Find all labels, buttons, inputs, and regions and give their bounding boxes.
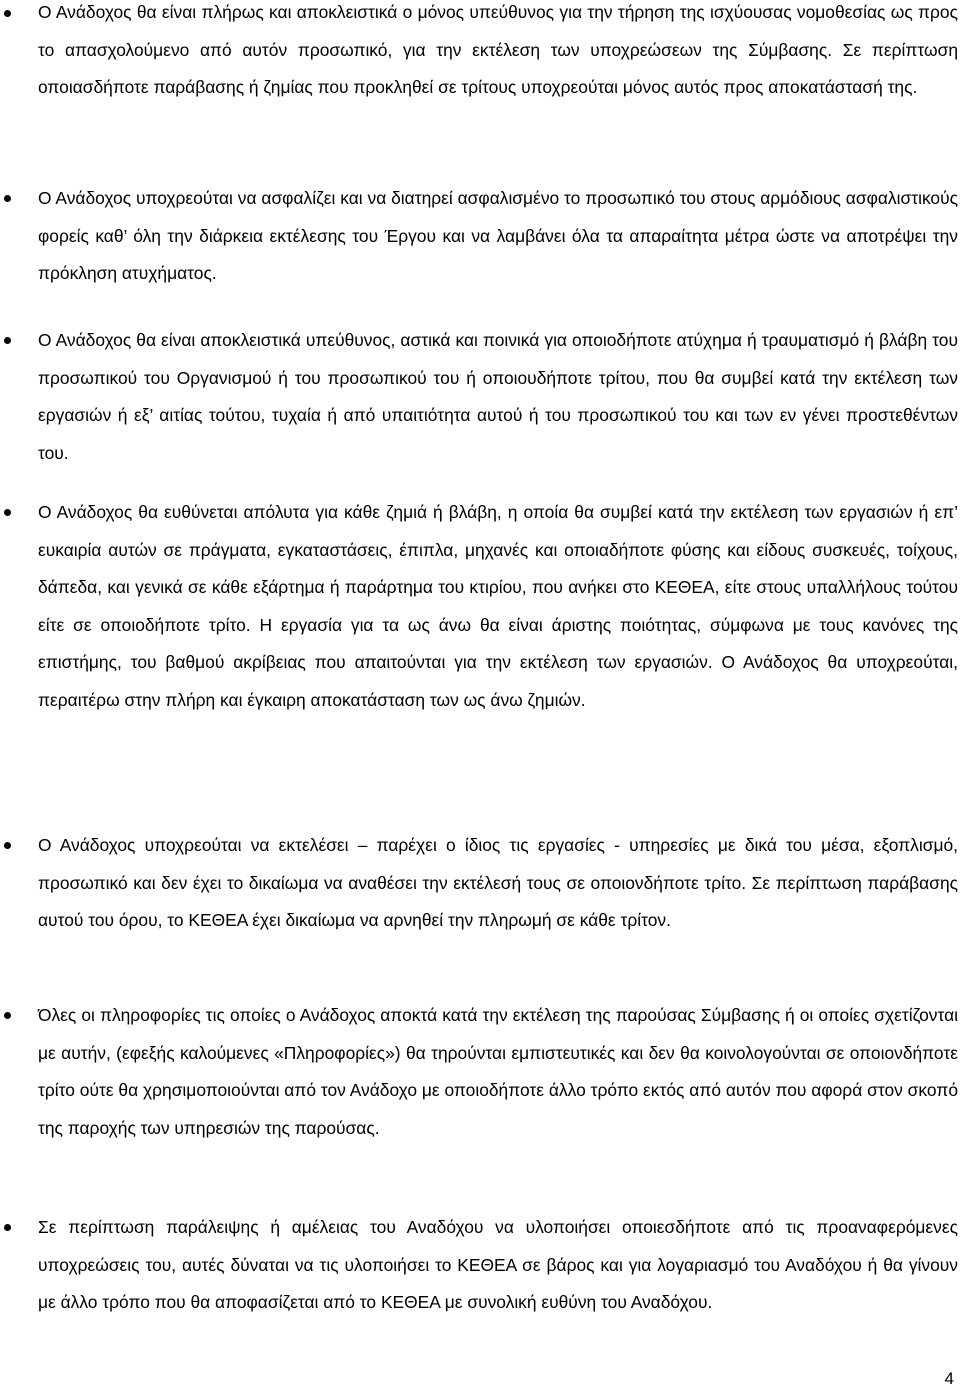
paragraph-text: Ο Ανάδοχος θα είναι πλήρως και αποκλειστικά ο μόνος υπεύθυνος για την τήρηση της ισχύουσας νομοθεσίας ως προς το απασχολούμενο από αυτόν προσωπικό, για την εκτέλεση των υποχρεώσεων της Σύμβασης. Σε περίπτωση οποιασδήποτε παράβασης ή ζημίας που προκληθεί σε τρίτους υποχρεούται μόνος αυτός προς αποκατάστασή της. xyxy=(38,2,958,98)
bullet-icon xyxy=(4,509,11,516)
paragraph-text: Ο Ανάδοχος υποχρεούται να ασφαλίζει και να διατηρεί ασφαλισμένο το προσωπικό του στους αρμόδιους ασφαλιστικούς φορείς καθ’ όλη την διάρκεια εκτέλεσης του Έργου και να λαμβάνει όλα τα απαραίτητα μέτρα ώστε να αποτρέψει την πρόκληση ατυχήματος. xyxy=(38,188,958,284)
bullet-icon xyxy=(4,842,11,849)
paragraph-text: Ο Ανάδοχος υποχρεούται να εκτελέσει – παρέχει ο ίδιος τις εργασίες - υπηρεσίες με δικά του μέσα, εξοπλισμό, προσωπικό και δεν έχει το δικαίωμα να αναθέσει την εκτέλεσή τους σε οποιονδήποτε τρίτο. Σε περίπτωση παράβασης αυτού του όρου, το ΚΕΘΕΑ έχει δικαίωμα να αρνηθεί την πληρωμή σε κάθε τρίτον. xyxy=(38,835,958,931)
page-number: 4 xyxy=(944,1369,954,1388)
paragraph-text: Σε περίπτωση παράλειψης ή αμέλειας του Αναδόχου να υλοποιήσει οποιεσδήποτε από τις προαναφερόμενες υποχρεώσεις του, αυτές δύναται να τις υλοποιήσει το ΚΕΘΕΑ σε βάρος και για λογαριασμό του Αναδόχου ή θα γίνουν με άλλο τρόπο που θα αποφασίζεται από το ΚΕΘΕΑ με συνολική ευθύνη του Αναδόχου. xyxy=(38,1217,958,1313)
bullet-icon xyxy=(4,195,11,202)
paragraph-text: Ο Ανάδοχος θα ευθύνεται απόλυτα για κάθε ζημιά ή βλάβη, η οποία θα συμβεί κατά την εκτέλεση των εργασιών ή επ’ ευκαιρία αυτών σε πράγματα, εγκαταστάσεις, έπιπλα, μηχανές και οποιαδήποτε φύσης και είδους συσκευές, τοίχους, δάπεδα, και γενικά σε κάθε εξάρτημα ή παράρτημα του κτιρίου, που ανήκει στο ΚΕΘΕΑ, είτε στους υπαλλήλους τούτου είτε σε οποιοδήποτε τρίτο. Η εργασία για τα ως άνω θα είναι άριστης ποιότητας, σύμφωνα με τους κανόνες της επιστήμης, του βαθμού ακρίβειας που απαιτούνται για την εκτέλεση των εργασιών. Ο Ανάδοχος θα υποχρεούται, περαιτέρω στην πλήρη και έγκαιρη αποκατάσταση των ως άνω ζημιών. xyxy=(38,502,958,710)
bullet-icon xyxy=(4,337,11,344)
bullet-icon xyxy=(4,10,11,17)
paragraph-text: Όλες οι πληροφορίες τις οποίες ο Ανάδοχος αποκτά κατά την εκτέλεση της παρούσας Σύμβασης ή οι οποίες σχετίζονται με αυτήν, (εφεξής καλούμενες «Πληροφορίες») θα τηρούνται εμπιστευτικές και δεν θα κοινολογούνται σε οποιονδήποτε τρίτο ούτε θα χρησιμοποιούνται από τον Ανάδοχο με οποιοδήποτε άλλο τρόπο εκτός από αυτόν που αφορά στον σκοπό της παροχής των υπηρεσιών της παρούσας. xyxy=(38,1005,958,1138)
paragraph-text: Ο Ανάδοχος θα είναι αποκλειστικά υπεύθυνος, αστικά και ποινικά για οποιοδήποτε ατύχημα ή τραυματισμό ή βλάβη του προσωπικού του Οργανισμού ή του προσωπικού του ή οποιουδήποτε τρίτου, που θα συμβεί κατά την εκτέλεση των εργασιών ή εξ’ αιτίας τούτου, τυχαία ή από υπαιτιότητα αυτού ή του προσωπικού του και των εν γένει προστεθέντων του. xyxy=(38,330,958,463)
bullet-icon xyxy=(4,1224,11,1231)
bullet-icon xyxy=(4,1012,11,1019)
